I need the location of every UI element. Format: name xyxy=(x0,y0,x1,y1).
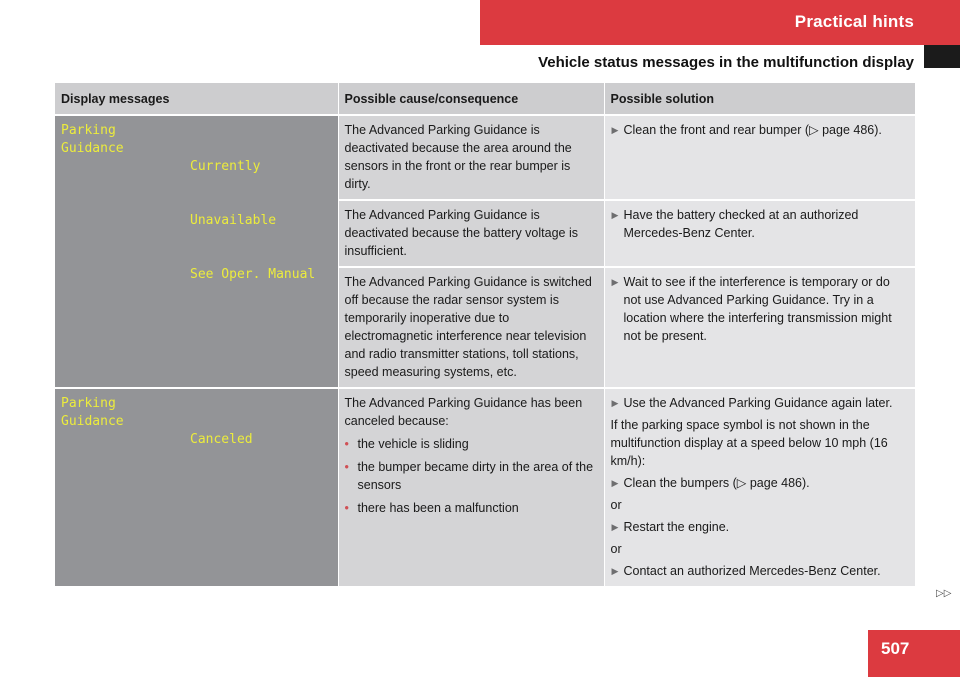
table-row xyxy=(55,115,915,200)
arrow-right-icon: ▶ xyxy=(611,398,619,408)
solution-text: Use the Advanced Parking Guidance again later. xyxy=(623,396,893,410)
solution-cell xyxy=(604,388,915,586)
cause-cell xyxy=(338,388,604,586)
display-message-line: Unavailable xyxy=(190,213,277,228)
arrow-right-icon: ▶ xyxy=(611,522,619,532)
page-number-box xyxy=(868,630,960,677)
cause-text: The Advanced Parking Guidance is deactivated because the battery voltage is insufficient. xyxy=(344,208,578,258)
cause-cell xyxy=(338,267,604,388)
section-title: Practical hints xyxy=(794,12,914,31)
solution-text: Wait to see if the interference is temporary or do not use Advanced Parking Guidance. Try in a location where the interfering transmission might not be present. xyxy=(623,275,892,343)
display-message-line: Parking xyxy=(61,396,116,411)
header-display-messages: Display messages xyxy=(55,83,338,115)
cause-intro: The Advanced Parking Guidance has been canceled because: xyxy=(344,396,583,428)
cause-cell xyxy=(338,115,604,200)
header-possible-solution: Possible solution xyxy=(604,83,915,115)
cause-cell xyxy=(338,200,604,267)
arrow-right-icon: ▶ xyxy=(611,210,619,220)
arrow-right-icon: ▶ xyxy=(611,277,619,287)
page-subtitle: Vehicle status messages in the multifunction display xyxy=(538,54,914,71)
solution-text: Clean the bumpers (▷ page 486). xyxy=(623,476,810,490)
cause-bullet: the bumper became dirty in the area of the sensors xyxy=(357,460,594,492)
arrow-right-icon: ▶ xyxy=(611,566,619,576)
bullet-icon: • xyxy=(344,460,349,474)
continued-marker: ▷▷ xyxy=(936,588,952,599)
cause-bullet: the vehicle is sliding xyxy=(357,437,469,451)
solution-text: Contact an authorized Mercedes-Benz Center. xyxy=(623,564,881,578)
page-number: 507 xyxy=(881,639,910,658)
solution-text: Have the battery checked at an authorized Mercedes-Benz Center. xyxy=(623,208,859,240)
display-message-cell xyxy=(55,388,338,586)
display-message-line: Canceled xyxy=(190,432,253,447)
display-message-line: See Oper. Manual xyxy=(190,267,316,282)
solution-cell xyxy=(604,115,915,200)
arrow-right-icon: ▶ xyxy=(611,478,619,488)
display-message-line: Guidance xyxy=(61,141,124,156)
header-tab-marker xyxy=(924,45,960,68)
table-header-row xyxy=(55,83,915,115)
header-possible-cause: Possible cause/consequence xyxy=(338,83,604,115)
bullet-icon: • xyxy=(344,437,349,451)
display-message-cell xyxy=(55,115,338,388)
section-header-bar xyxy=(480,0,960,45)
solution-cell xyxy=(604,267,915,388)
table-row xyxy=(55,388,915,586)
solution-text: Clean the front and rear bumper (▷ page 486). xyxy=(623,123,882,137)
solution-text: Restart the engine. xyxy=(623,520,730,534)
status-messages-table xyxy=(55,83,916,586)
bullet-icon: • xyxy=(344,501,349,515)
or-separator: or xyxy=(610,542,622,556)
cause-text: The Advanced Parking Guidance is switched off because the radar sensor system is temporarily inoperative due to electromagnetic interference near television and radio transmitter stations, toll stations, speed measuring systems, etc. xyxy=(344,275,592,379)
cause-bullet: there has been a malfunction xyxy=(357,501,519,515)
solution-cell xyxy=(604,200,915,267)
solution-note: If the parking space symbol is not shown in the multifunction display at a speed below 10 mph (16 km/h): xyxy=(610,418,888,468)
display-message-line: Guidance xyxy=(61,414,124,429)
cause-text: The Advanced Parking Guidance is deactivated because the area around the sensors in the front or the rear bumper is dirty. xyxy=(344,123,572,191)
arrow-right-icon: ▶ xyxy=(611,125,619,135)
display-message-line: Parking xyxy=(61,123,116,138)
or-separator: or xyxy=(610,498,622,512)
display-message-line: Currently xyxy=(190,159,261,174)
